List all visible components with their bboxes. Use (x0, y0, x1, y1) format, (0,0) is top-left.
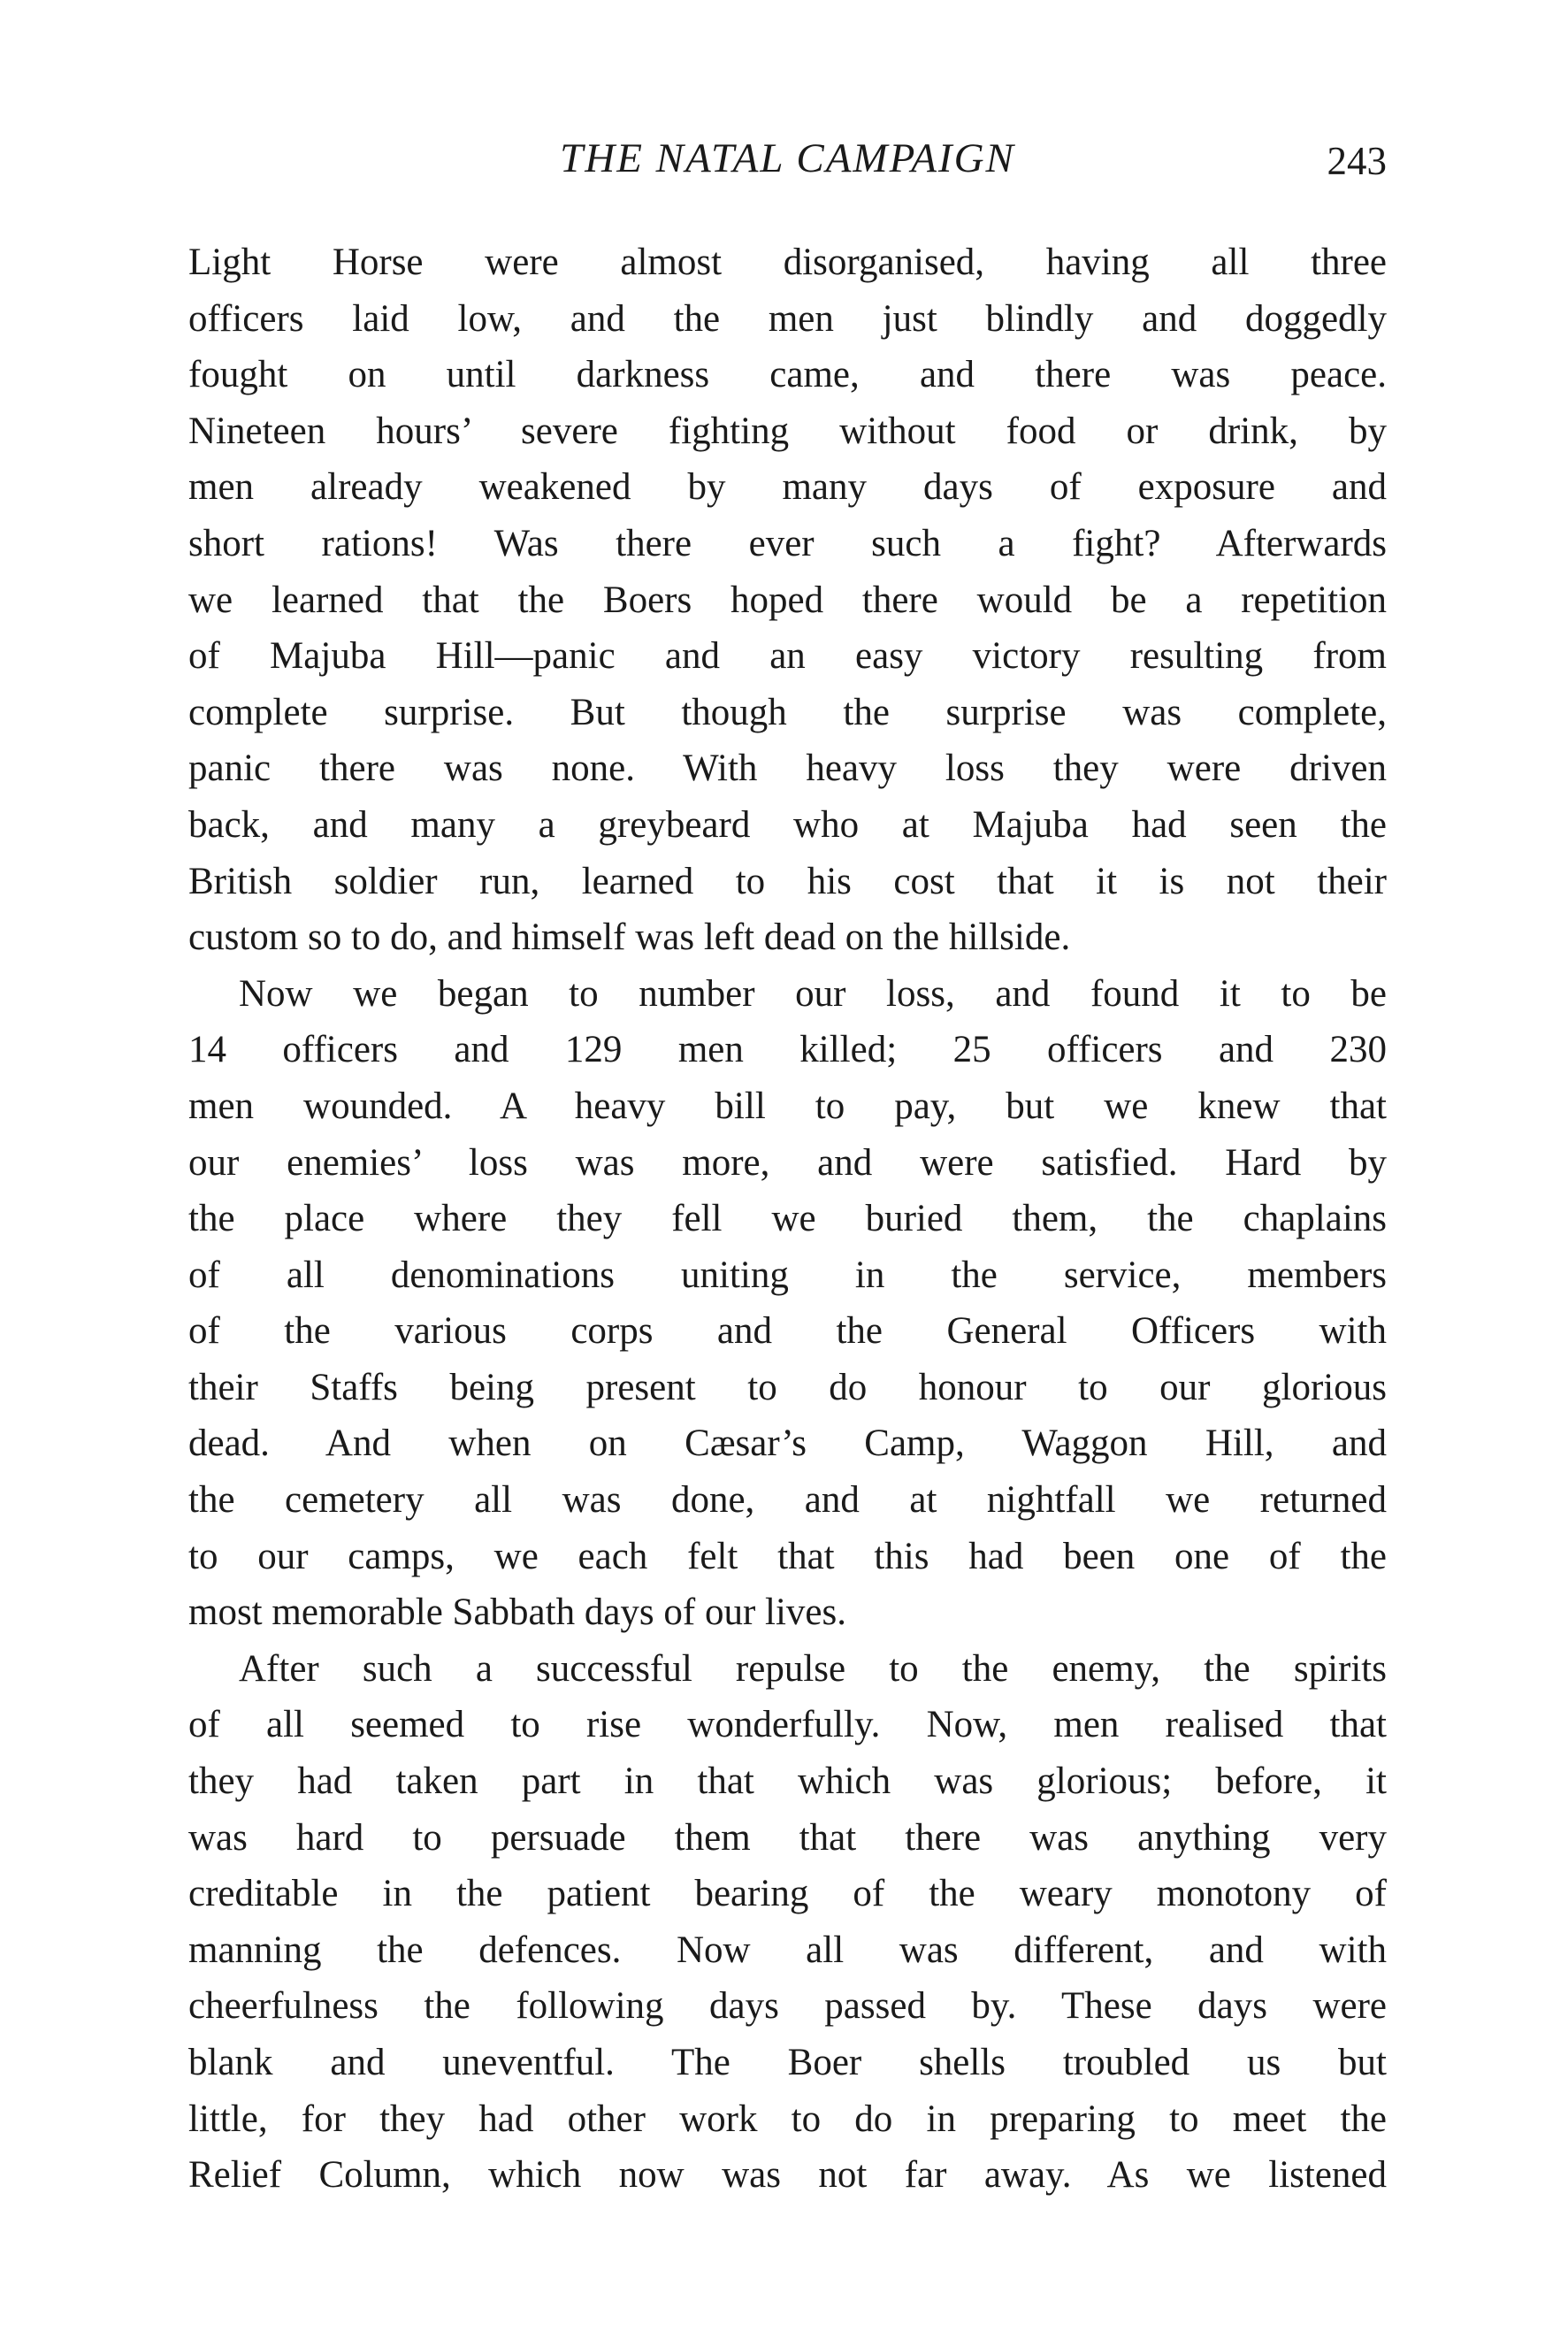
text-line: the cemetery all was done, and at nightfall we returned (188, 1479, 1387, 1522)
text-line: was hard to persuade them that there was anything very (188, 1816, 1387, 1859)
text-line: we learned that the Boers hoped there would be a repetition (188, 579, 1387, 621)
text-line: officers laid low, and the men just blindly and doggedly (188, 297, 1387, 340)
text-line: our enemies’ loss was more, and were satisfied. Hard by (188, 1141, 1387, 1184)
text-line: cheerfulness the following days passed by. These days were (188, 1985, 1387, 2028)
body-text (188, 234, 1387, 2204)
text-line: Light Horse were almost disorganised, having all three (188, 242, 1387, 283)
text-line: Nineteen hours’ severe fighting without food or drink, by (188, 410, 1387, 452)
text-line: men wounded. A heavy bill to pay, but we knew that (188, 1085, 1387, 1127)
text-line: creditable in the patient bearing of the weary monotony of (188, 1873, 1387, 1915)
paragraph-start-line: Now we began to number our loss, and found it to be (239, 972, 1387, 1015)
text-line: their Staffs being present to do honour to our glorious (188, 1366, 1387, 1408)
text-line: fought on until darkness came, and there was peace. (188, 354, 1387, 396)
text-line: of all denominations uniting in the service, members (188, 1254, 1387, 1296)
text-line: of all seemed to rise wonderfully. Now, men realised that (188, 1704, 1387, 1746)
text-line: panic there was none. With heavy loss they were driven (188, 748, 1387, 790)
paragraph-end-line: custom so to do, and himself was left dead on the hillside. (188, 916, 1071, 959)
text-line: blank and uneventful. The Boer shells troubled us but (188, 2042, 1387, 2083)
text-line: dead. And when on Cæsar’s Camp, Waggon Hill, and (188, 1423, 1387, 1465)
running-head (188, 134, 1387, 188)
text-line: 14 officers and 129 men killed; 25 officers and 230 (188, 1029, 1387, 1071)
text-line: men already weakened by many days of exposure and (188, 466, 1387, 509)
text-line: the place where they fell we buried them, the chaplains (188, 1198, 1387, 1240)
text-line: manning the defences. Now all was different, and with (188, 1929, 1387, 1971)
paragraph-start-line: After such a successful repulse to the enemy, the spirits (239, 1647, 1387, 1690)
text-line: of Majuba Hill—panic and an easy victory resulting from (188, 635, 1387, 678)
text-line: Relief Column, which now was not far away. As we listened (188, 2154, 1387, 2197)
text-line: to our camps, we each felt that this had been one of the (188, 1535, 1387, 1577)
text-line: complete surprise. But though the surprise was complete, (188, 691, 1387, 733)
paragraph-end-line: most memorable Sabbath days of our lives. (188, 1591, 846, 1634)
text-line: little, for they had other work to do in preparing to meet the (188, 2097, 1387, 2140)
running-title: THE NATAL CAMPAIGN (560, 135, 1015, 181)
page-number: 243 (1327, 139, 1387, 183)
text-line: back, and many a greybeard who at Majuba had seen the (188, 803, 1387, 846)
text-line: of the various corps and the General Officers with (188, 1310, 1387, 1353)
text-line: British soldier run, learned to his cost that it is not their (188, 860, 1387, 902)
text-line: they had taken part in that which was glorious; before, it (188, 1760, 1387, 1803)
text-line: short rations! Was there ever such a fight? Afterwards (188, 522, 1387, 564)
